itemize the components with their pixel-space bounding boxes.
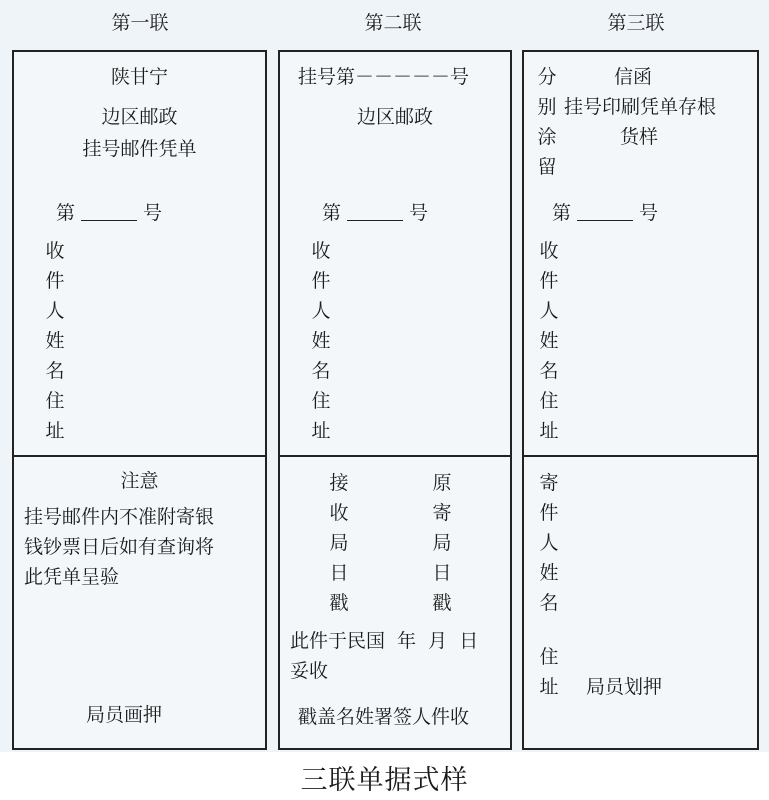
sender-addr-char: 住 — [539, 646, 559, 668]
receiving-char: 局 — [329, 532, 349, 554]
recipient-char: 人 — [45, 300, 65, 322]
number-suffix: 号 — [143, 202, 163, 224]
stub1-title-line-3: 挂号邮件凭单 — [82, 138, 197, 160]
recipient-char: 址 — [45, 420, 65, 442]
sender-char: 人 — [539, 532, 559, 554]
stub3-sender-label — [538, 468, 560, 618]
recipient-char: 址 — [311, 420, 331, 442]
recipient-char: 收 — [311, 240, 331, 262]
sender-char: 名 — [539, 592, 559, 614]
stub2-number-line — [322, 204, 428, 223]
recipient-char: 收 — [45, 240, 65, 262]
side-char: 别 — [537, 96, 557, 118]
receiving-char: 收 — [329, 502, 349, 524]
stub3-divider — [524, 455, 757, 457]
stub2-sign: 戳盖名姓署签人件收 — [298, 706, 470, 728]
recipient-char: 姓 — [539, 330, 559, 352]
stub1-recipient-label — [44, 236, 66, 446]
stub3-number-line — [552, 204, 658, 223]
sender-char: 寄 — [539, 472, 559, 494]
recipient-char: 件 — [539, 270, 559, 292]
stub2-receiving-postmark-label — [328, 468, 350, 618]
stub3-side-label — [536, 62, 558, 182]
stub-3 — [522, 50, 759, 750]
stub2-org: 边区邮政 — [356, 106, 433, 128]
stub2-divider — [280, 455, 510, 457]
stub3-title: 挂号印刷凭单存根 — [564, 96, 717, 118]
header-stub-3: 第三联 — [607, 12, 665, 34]
stub-2 — [278, 50, 512, 750]
sender-char: 姓 — [539, 562, 559, 584]
side-char: 涂 — [537, 126, 557, 148]
stub3-sign: 局员划押 — [586, 676, 663, 698]
origin-char: 戳 — [432, 592, 452, 614]
recipient-char: 人 — [311, 300, 331, 322]
stub1-title-line-1: 陕甘宁 — [110, 66, 168, 88]
recipient-char: 姓 — [45, 330, 65, 352]
number-blank — [81, 220, 137, 221]
stub2-date-line: 此件于民国 年 月 日 — [290, 630, 479, 652]
recipient-char: 名 — [311, 360, 331, 382]
number-prefix: 第 — [552, 202, 572, 224]
side-char: 留 — [537, 156, 557, 178]
stub1-number-line — [56, 204, 162, 223]
recipient-char: 收 — [539, 240, 559, 262]
stub2-origin-postmark-label — [431, 468, 453, 618]
recipient-char: 件 — [311, 270, 331, 292]
stub1-title-line-2: 边区邮政 — [101, 106, 178, 128]
side-char: 分 — [537, 66, 557, 88]
header-stub-1: 第一联 — [111, 12, 169, 34]
number-prefix: 第 — [56, 202, 76, 224]
number-prefix: 第 — [322, 202, 342, 224]
number-blank — [347, 220, 403, 221]
recipient-char: 住 — [311, 390, 331, 412]
stub1-notice-line-3: 此凭单呈验 — [24, 566, 120, 588]
stub-1 — [12, 50, 267, 750]
sender-char: 件 — [539, 502, 559, 524]
recipient-char: 址 — [539, 420, 559, 442]
recipient-char: 件 — [45, 270, 65, 292]
number-suffix: 号 — [639, 202, 659, 224]
receiving-char: 日 — [329, 562, 349, 584]
stub2-date-line-2: 妥收 — [290, 660, 329, 682]
stub1-sign: 局员画押 — [86, 704, 163, 726]
figure-caption: 三联单据式样 — [300, 765, 469, 796]
stub2-registration-line: 挂号第－－－－－号 — [298, 66, 470, 88]
stub1-notice-title: 注意 — [120, 470, 159, 492]
stub3-recipient-label — [538, 236, 560, 446]
recipient-char: 住 — [45, 390, 65, 412]
origin-char: 寄 — [432, 502, 452, 524]
recipient-char: 人 — [539, 300, 559, 322]
origin-char: 原 — [432, 472, 452, 494]
recipient-char: 姓 — [311, 330, 331, 352]
recipient-char: 名 — [539, 360, 559, 382]
recipient-char: 名 — [45, 360, 65, 382]
stub3-item-goods: 货样 — [620, 126, 659, 148]
header-stub-2: 第二联 — [364, 12, 422, 34]
origin-char: 日 — [432, 562, 452, 584]
stub3-sender-address-label — [538, 642, 560, 702]
recipient-char: 住 — [539, 390, 559, 412]
receiving-char: 接 — [329, 472, 349, 494]
stub1-divider — [14, 455, 265, 457]
number-suffix: 号 — [409, 202, 429, 224]
number-blank — [577, 220, 633, 221]
stub1-notice-line-2: 钱钞票日后如有查询将 — [24, 536, 215, 558]
sender-addr-char: 址 — [539, 676, 559, 698]
receiving-char: 戳 — [329, 592, 349, 614]
origin-char: 局 — [432, 532, 452, 554]
stub1-notice-line-1: 挂号邮件内不准附寄银 — [24, 506, 215, 528]
stub2-recipient-label — [310, 236, 332, 446]
stub3-item-letter: 信函 — [614, 66, 653, 88]
